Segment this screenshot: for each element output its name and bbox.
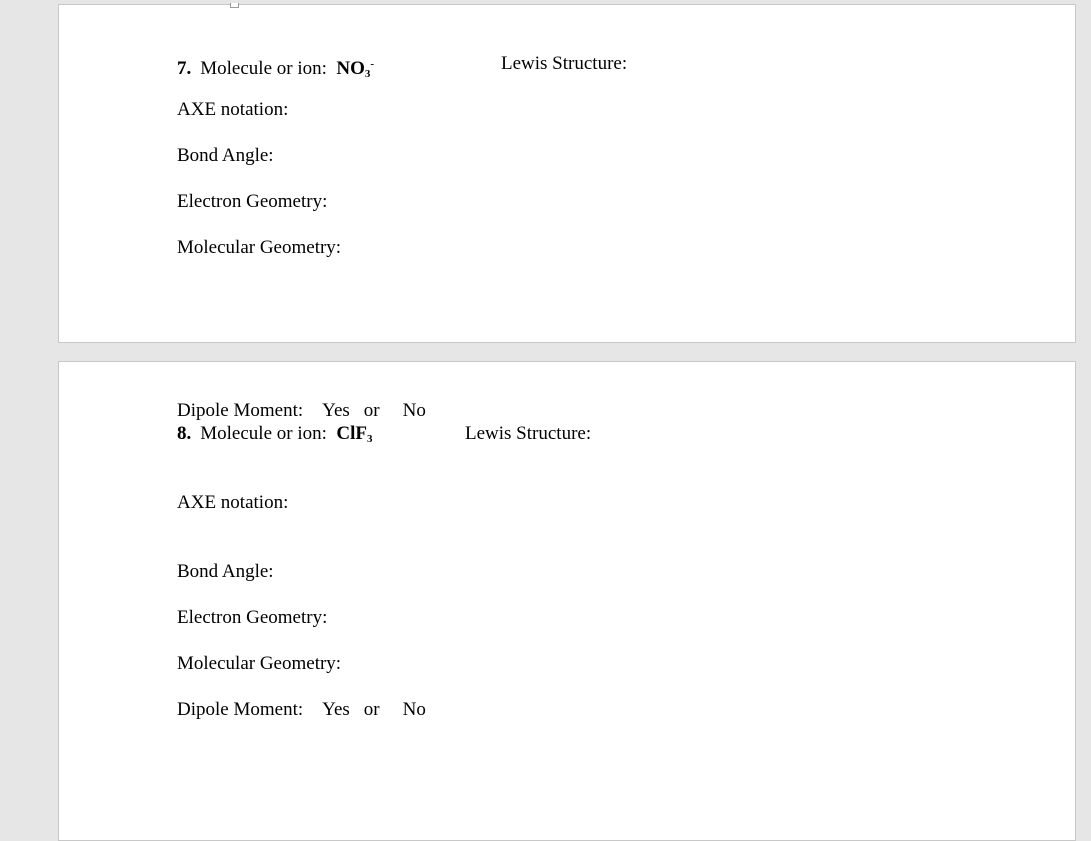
q8-axe-label: AXE notation: xyxy=(177,492,289,513)
q7-bond-angle-label: Bond Angle: xyxy=(177,145,274,166)
document-page-2 xyxy=(58,361,1076,841)
q7-formula xyxy=(336,58,374,79)
q8-dipole-line xyxy=(177,699,426,721)
q8-dipole-yes: Yes xyxy=(322,699,350,720)
q7-dipole-yes: Yes xyxy=(322,400,350,421)
q8-number: 8. xyxy=(177,423,192,444)
q8-molecule-line xyxy=(177,423,373,450)
q7-dipole-line xyxy=(177,400,426,422)
q8-formula-base: ClF xyxy=(336,423,367,444)
text-boundary-corner-mark xyxy=(230,3,239,8)
q7-electron-geometry-label: Electron Geometry: xyxy=(177,191,328,212)
q7-formula-base: NO xyxy=(336,58,365,79)
q7-formula-subscript: 3 xyxy=(364,68,371,80)
q8-dipole-label: Dipole Moment: xyxy=(177,699,304,720)
q8-formula xyxy=(336,423,372,444)
document-page-1 xyxy=(58,4,1076,343)
q8-lewis-label: Lewis Structure: xyxy=(465,423,592,444)
q8-dipole-no: No xyxy=(402,699,426,720)
q8-bond-angle-label: Bond Angle: xyxy=(177,561,274,582)
q7-dipole-no: No xyxy=(402,400,426,421)
q7-lewis-label: Lewis Structure: xyxy=(501,53,628,74)
q7-molecule-label: Molecule or ion: xyxy=(200,58,327,79)
q7-axe-label: AXE notation: xyxy=(177,99,289,120)
q7-formula-charge: - xyxy=(370,58,375,70)
q8-electron-geometry-label: Electron Geometry: xyxy=(177,607,328,628)
q7-dipole-or: or xyxy=(363,400,380,421)
q7-number: 7. xyxy=(177,58,192,79)
q8-formula-subscript: 3 xyxy=(367,433,373,445)
q7-molecular-geometry-label: Molecular Geometry: xyxy=(177,237,342,258)
q7-dipole-label: Dipole Moment: xyxy=(177,400,304,421)
q8-molecule-label: Molecule or ion: xyxy=(200,423,327,444)
q7-molecule-line xyxy=(177,53,374,85)
q8-dipole-or: or xyxy=(363,699,380,720)
q8-molecular-geometry-label: Molecular Geometry: xyxy=(177,653,342,674)
